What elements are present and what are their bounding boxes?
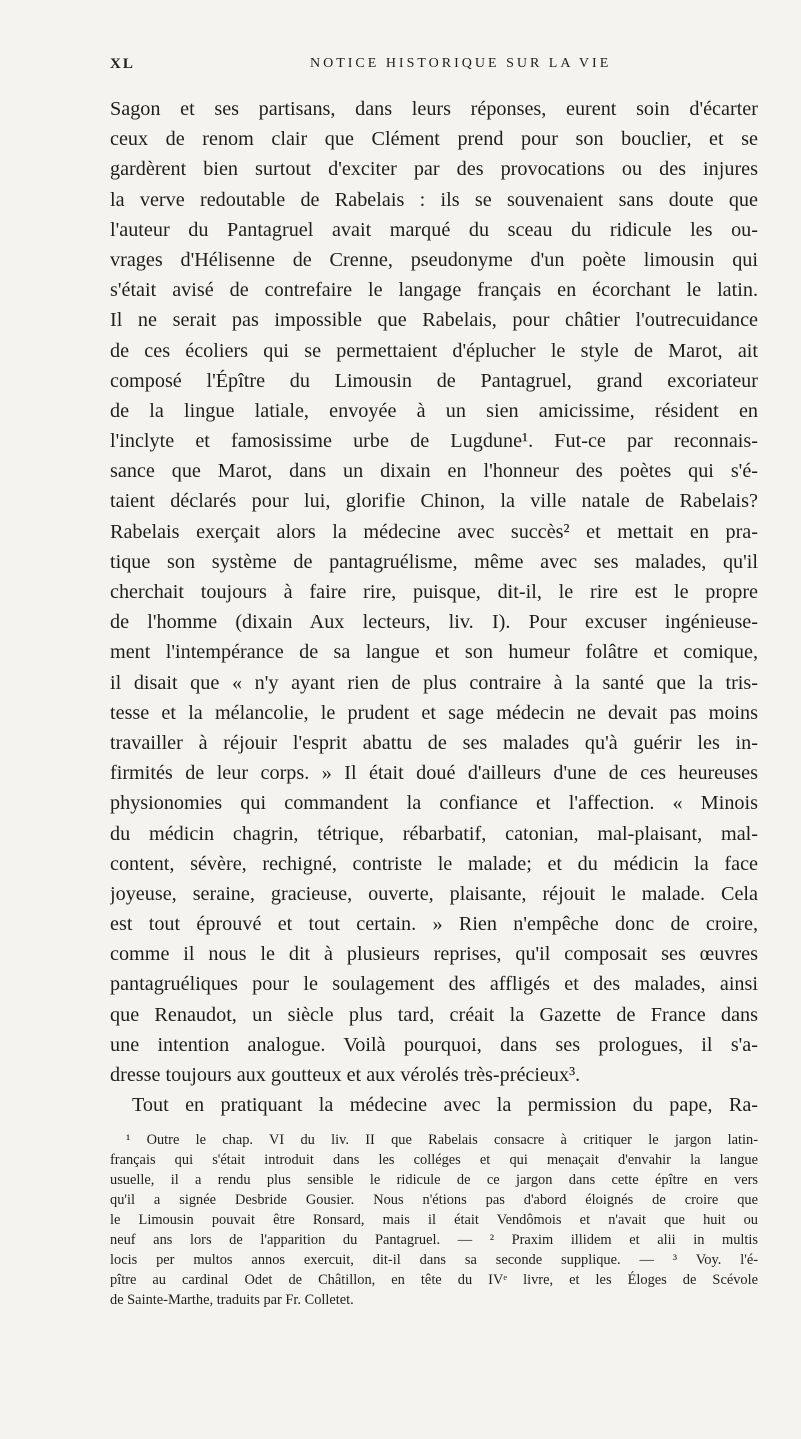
main-text <box>110 94 758 1120</box>
text-line: firmités de leur corps. » Il était doué d'ailleurs d'une de ces heureuses <box>110 762 758 785</box>
text-line: tesse et la mélancolie, le prudent et sage médecin ne devait pas moins <box>110 701 758 724</box>
running-title: NOTICE HISTORIQUE SUR LA VIE <box>310 56 612 71</box>
text-line: cherchait toujours à faire rire, puisque, dit-il, le rire est le propre <box>110 581 758 603</box>
page-number: XL <box>110 56 135 72</box>
text-line: comme il nous le dit à plusieurs reprises, qu'il composait ses œuvres <box>110 943 758 966</box>
text-line: l'inclyte et famosissime urbe de Lugdune¹. Fut-ce par reconnais- <box>110 430 758 453</box>
footnote-line: de Sainte-Marthe, traduits par Fr. Colletet. <box>110 1292 354 1308</box>
text-line: tique son système de pantagruélisme, même avec ses malades, qu'il <box>110 550 758 573</box>
text-line: de la lingue latiale, envoyée à un sien amicissime, résident en <box>110 399 758 422</box>
text-line: pantagruéliques pour le soulagement des affligés et des malades, ainsi <box>110 973 758 996</box>
text-line: Sagon et ses partisans, dans leurs réponses, eurent soin d'écarter <box>110 98 758 120</box>
text-line: content, sévère, rechigné, contriste le malade; et du médicin la face <box>110 852 758 875</box>
text-line: il disait que « n'y ayant rien de plus contraire à la santé que la tris- <box>110 671 758 694</box>
footnote-line: ¹ Outre le chap. VI du liv. II que Rabelais consacre à critiquer le jargon latin- <box>126 1132 758 1148</box>
footnote-line: neuf ans lors de l'apparition du Pantagruel. — ² Praxim illidem et alii in multis <box>110 1232 758 1248</box>
text-line: vrages d'Hélisenne de Crenne, pseudonyme d'un poète limousin qui <box>110 248 758 271</box>
text-line: est tout éprouvé et tout certain. » Rien n'empêche donc de croire, <box>110 913 758 936</box>
text-line: joyeuse, seraine, gracieuse, ouverte, plaisante, réjouit le malade. Cela <box>110 882 758 905</box>
text-line: l'auteur du Pantagruel avait marqué du sceau du ridicule les ou- <box>110 218 758 241</box>
text-line: sance que Marot, dans un dixain en l'honneur des poètes qui s'é- <box>110 460 758 483</box>
text-line: dresse toujours aux goutteux et aux vérolés très-précieux³. <box>110 1064 581 1086</box>
text-line: travailler à réjouir l'esprit abattu de ses malades qu'à guérir les in- <box>110 731 758 754</box>
text-line: de ces écoliers qui se permettaient d'éplucher le style de Marot, ait <box>110 339 758 362</box>
text-line: de l'homme (dixain Aux lecteurs, liv. I). Pour excuser ingénieuse- <box>110 611 758 634</box>
footnote-line: locis per multos annos exercuit, dit-il dans sa seconde supplique. — ³ Voy. l'é- <box>110 1252 758 1268</box>
text-line: une intention analogue. Voilà pourquoi, dans ses prologues, il s'a- <box>110 1033 758 1056</box>
text-line: Tout en pratiquant la médecine avec la permission du pape, Ra- <box>132 1094 758 1117</box>
footnote-line: pître au cardinal Odet de Châtillon, en tête du IVᵉ livre, et les Éloges de Scévole <box>110 1272 758 1288</box>
page-header <box>110 56 761 80</box>
footnotes <box>110 1130 758 1310</box>
text-line: ceux de renom clair que Clément prend pour son bouclier, et se <box>110 128 758 151</box>
text-line: ment l'intempérance de sa langue et son humeur folâtre et comique, <box>110 641 758 664</box>
text-line: taient déclarés pour lui, glorifie Chinon, la ville natale de Rabelais? <box>110 490 758 513</box>
text-line: physionomies qui commandent la confiance et l'affection. « Minois <box>110 792 758 815</box>
text-line: Il ne serait pas impossible que Rabelais, pour châtier l'outrecuidance <box>110 309 758 332</box>
text-line: Rabelais exerçait alors la médecine avec succès² et mettait en pra- <box>110 520 758 543</box>
footnote-line: français qui s'était introduit dans les colléges et qui menaçait d'envahir la langue <box>110 1152 758 1168</box>
text-line: composé l'Épître du Limousin de Pantagruel, grand excoriateur <box>110 369 758 392</box>
text-line: que Renaudot, un siècle plus tard, créait la Gazette de France dans <box>110 1003 758 1026</box>
text-line: s'était avisé de contrefaire le langage français en écorchant le latin. <box>110 279 758 302</box>
text-line: du médicin chagrin, tétrique, rébarbatif, catonian, mal-plaisant, mal- <box>110 822 758 845</box>
footnote-line: usuelle, il a rendu plus sensible le ridicule de ce jargon dans cette épître en vers <box>110 1172 758 1188</box>
footnote-line: qu'il a signée Desbride Gousier. Nous n'étions pas d'abord éloignés de croire que <box>110 1192 758 1208</box>
footnote-line: le Limousin pouvait être Ronsard, mais il était Vendômois et n'avait que huit ou <box>110 1212 758 1228</box>
text-line: la verve redoutable de Rabelais : ils se souvenaient sans doute que <box>110 188 758 211</box>
text-line: gardèrent bien surtout d'exciter par des provocations ou des injures <box>110 158 758 181</box>
